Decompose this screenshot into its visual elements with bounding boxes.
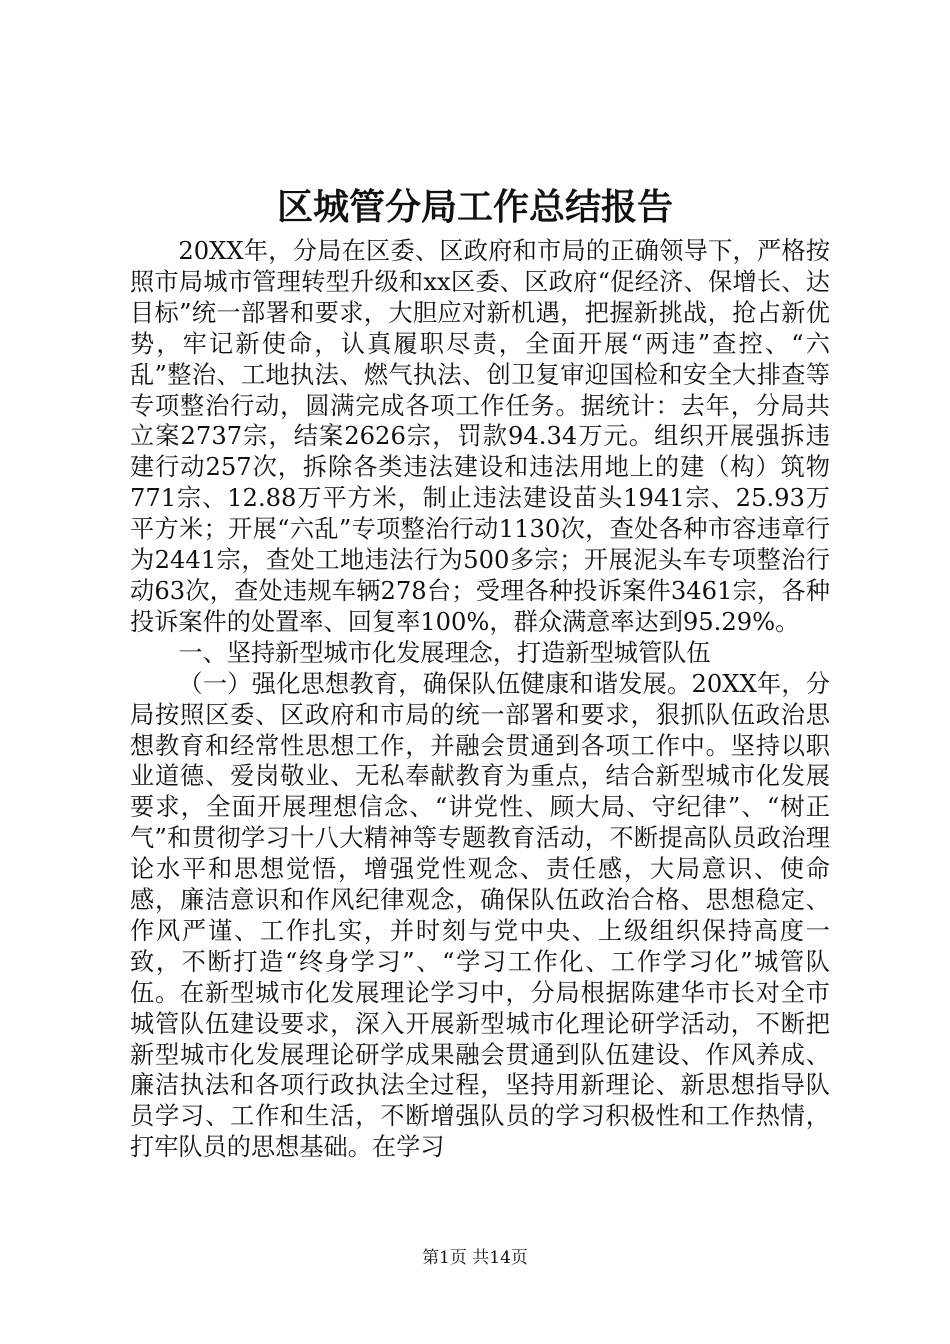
section-heading-1: 一、坚持新型城市化发展理念，打造新型城管队伍 (178, 638, 711, 667)
page-footer: 第1页 共14页 (422, 1248, 528, 1268)
document-title: 区城管分局工作总结报告 (276, 186, 673, 228)
paragraph-section-1-1: （一）强化思想教育，确保队伍健康和谐发展。20XX年，分局按照区委、区政府和市局的统一部署和要求，狠抓队伍政治思想教育和经常性思想工作，并融会贯通到各项工作中。坚持以职业道德、爱岗敬业、无私奉献教育为重点，结合新型城市化发展要求，全面开展理想信念、“讲党性、顾大局、守纪律”、“树正气”和贯彻学习十八大精神等专题教育活动，不断提高队员政治理论水平和思想觉悟，增强党性观念、责任感，大局意识、使命感，廉洁意识和作风纪律观念，确保队伍政治合格、思想稳定、作风严谨、工作扎实，并时刻与党中央、上级组织保持高度一致，不断打造“终身学习”、“学习工作化、工作学习化”城管队伍。在新型城市化发展理论学习中，分局根据陈建华市长对全市城管队伍建设要求，深入开展新型城市化理论研学活动，不断把新型城市化发展理论研学成果融会贯通到队伍建设、作风养成、廉洁执法和各项行政执法全过程，坚持用新理论、新思想指导队员学习、工作和生活，不断增强队员的学习积极性和工作热情，打牢队员的思想基础。在学习 (130, 669, 830, 1162)
document-body (130, 236, 830, 1163)
paragraph-summary: 20XX年，分局在区委、区政府和市局的正确领导下，严格按照市局城市管理转型升级和xx区委、区政府“促经济、保增长、达目标”统一部署和要求，大胆应对新机遇，把握新挑战，抢占新优势，牢记新使命，认真履职尽责，全面开展“两违”查控、“六乱”整治、工地执法、燃气执法、创卫复审迎国检和安全大排查等专项整治行动，圆满完成各项工作任务。据统计：去年，分局共立案2737宗，结案2626宗，罚款94.34万元。组织开展强拆违建行动257次，拆除各类违法建设和违法用地上的建（构）筑物771宗、12.88万平方米，制止违法建设苗头1941宗、25.93万平方米；开展“六乱”专项整治行动1130次，查处各种市容违章行为2441宗，查处工地违法行为500多宗；开展泥头车专项整治行动63次，查处违规车辆278台；受理各种投诉案件3461宗，各种投诉案件的处置率、回复率100%，群众满意率达到95.29%。 (130, 237, 830, 636)
